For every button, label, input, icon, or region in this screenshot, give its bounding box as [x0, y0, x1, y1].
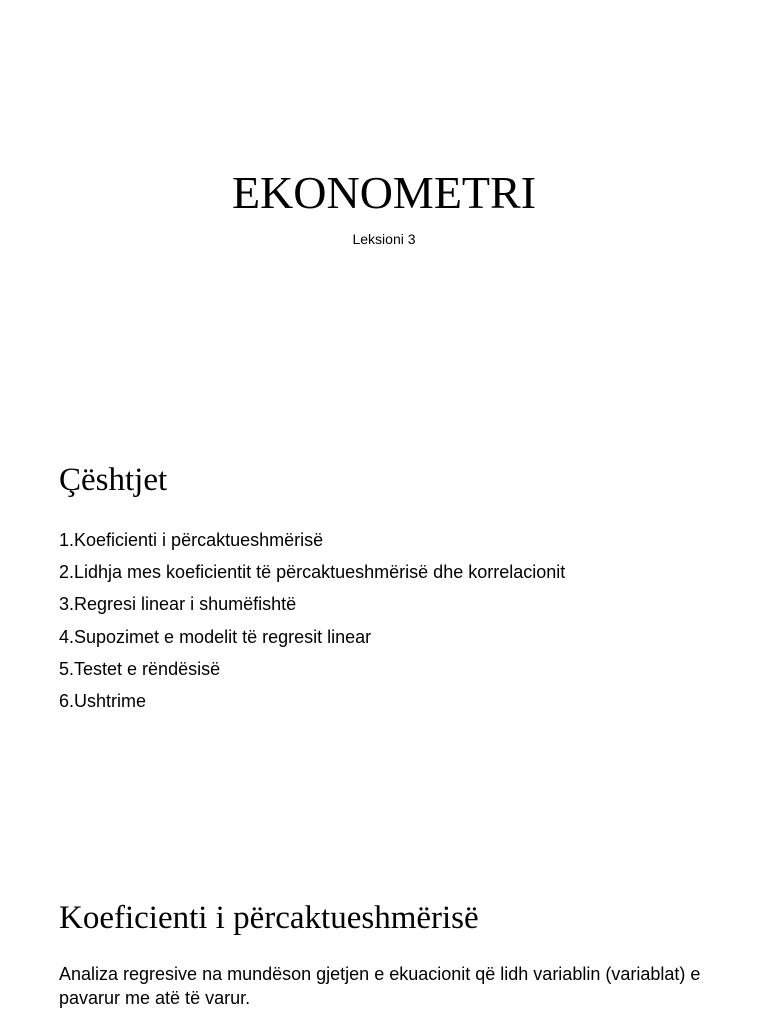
topics-heading: Çështjet: [59, 462, 168, 498]
list-item: 2.Lidhja mes koeficientit të përcaktueshmërisë dhe korrelacionit: [59, 562, 566, 583]
definition-heading: Koeficienti i përcaktueshmërisë: [59, 900, 479, 936]
slide-subtitle: Leksioni 3: [352, 231, 416, 247]
list-item: 5.Testet e rëndësisë: [59, 658, 221, 679]
definition-paragraph: Analiza regresive na mundëson gjetjen e ekuacionit që lidh variablin (variablat) e pavarur me atë të varur.: [59, 964, 701, 1008]
list-item: 3.Regresi linear i shumëfishtë: [59, 594, 297, 615]
list-item: 1.Koeficienti i përcaktueshmërisë: [59, 530, 324, 550]
slide-title: EKONOMETRI: [231, 167, 537, 218]
topics-list: [59, 527, 565, 720]
list-item: 6.Ushtrime: [59, 690, 147, 711]
list-item: 4.Supozimet e modelit të regresit linear: [59, 626, 372, 647]
